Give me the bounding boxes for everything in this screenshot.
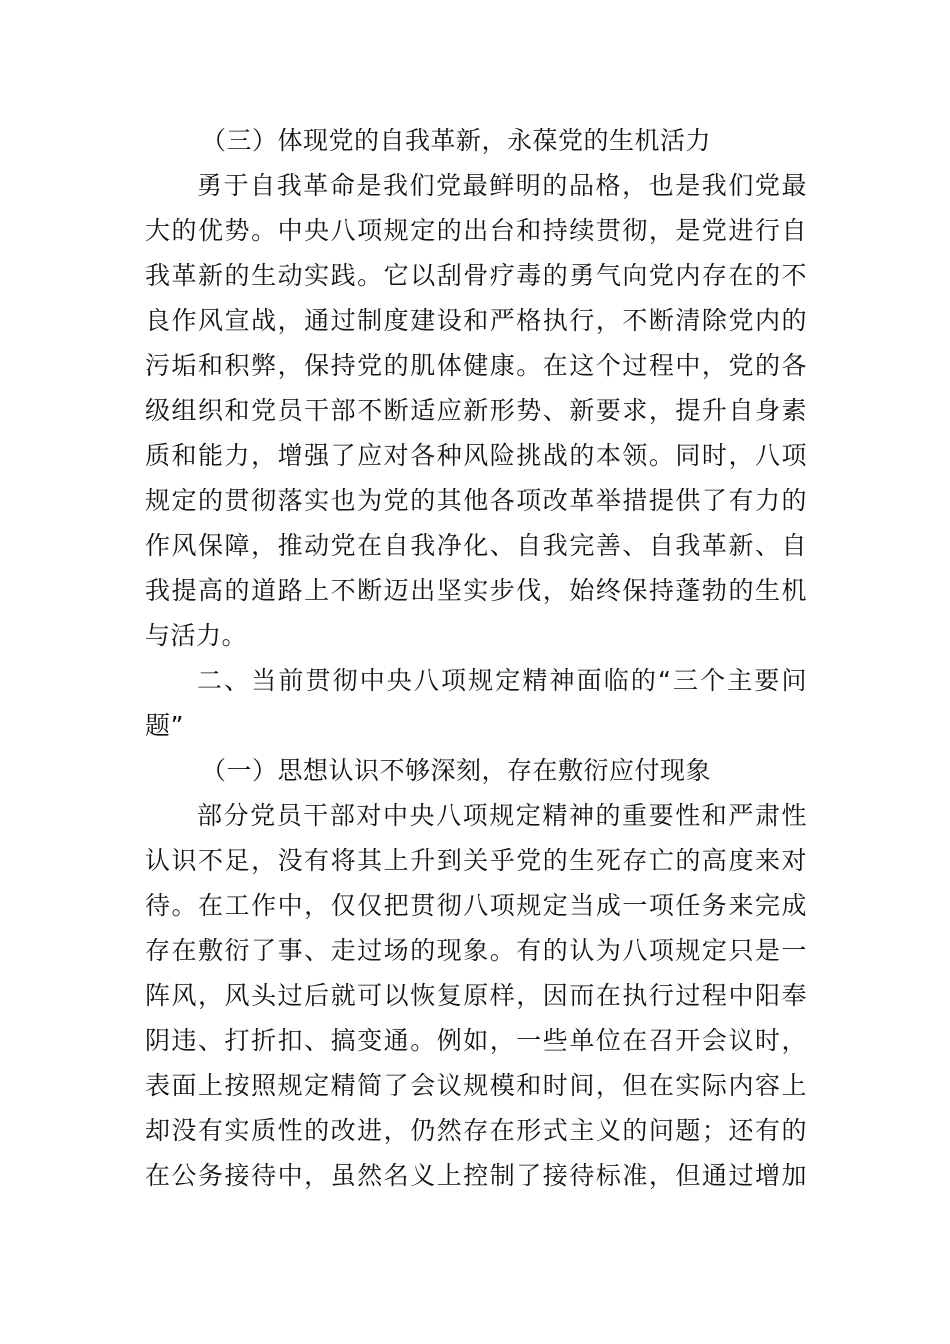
paragraph-line: 作风保障，推动党在自我净化、自我完善、自我革新、自 [145,531,807,560]
part-2-heading-line: 二、当前贯彻中央八项规定精神面临的“三个主要问 [197,666,807,695]
paragraph-line: 大的优势。中央八项规定的出台和持续贯彻，是党进行自 [145,216,807,245]
paragraph-line: 待。在工作中，仅仅把贯彻八项规定当成一项任务来完成 [145,891,807,920]
paragraph-line: 勇于自我革命是我们党最鲜明的品格，也是我们党最 [197,171,807,200]
section-heading-1: （一）思想认识不够深刻，存在敷衍应付现象 [201,756,712,785]
paragraph-line: 级组织和党员干部不断适应新形势、新要求，提升自身素 [145,396,807,425]
paragraph-line: 部分党员干部对中央八项规定精神的重要性和严肃性 [197,801,807,830]
part-2-heading-line: 题” [145,711,184,740]
paragraph-line: 与活力。 [145,621,248,650]
section-heading-3: （三）体现党的自我革新，永葆党的生机活力 [201,126,712,155]
paragraph-line: 良作风宣战，通过制度建设和严格执行，不断清除党内的 [145,306,807,335]
part-2-heading [145,658,807,748]
paragraph-self-revolution [145,163,807,658]
paragraph-ideological-awareness [145,793,807,1198]
document-body [145,118,807,1198]
paragraph-line: 阵风，风头过后就可以恢复原样，因而在执行过程中阳奉 [145,981,807,1010]
paragraph-line: 在公务接待中，虽然名义上控制了接待标准，但通过增加 [145,1161,807,1190]
paragraph-line: 表面上按照规定精简了会议规模和时间，但在实际内容上 [145,1071,807,1100]
paragraph-line: 认识不足，没有将其上升到关乎党的生死存亡的高度来对 [145,846,807,875]
paragraph-line: 质和能力，增强了应对各种风险挑战的本领。同时，八项 [145,441,807,470]
paragraph-line: 我革新的生动实践。它以刮骨疗毒的勇气向党内存在的不 [145,261,807,290]
paragraph-line: 却没有实质性的改进，仍然存在形式主义的问题；还有的 [145,1116,807,1145]
paragraph-line: 存在敷衍了事、走过场的现象。有的认为八项规定只是一 [145,936,807,965]
paragraph-line: 污垢和积弊，保持党的肌体健康。在这个过程中，党的各 [145,351,807,380]
paragraph-line: 阴违、打折扣、搞变通。例如，一些单位在召开会议时， [145,1026,807,1055]
paragraph-line: 我提高的道路上不断迈出坚实步伐，始终保持蓬勃的生机 [145,576,807,605]
paragraph-line: 规定的贯彻落实也为党的其他各项改革举措提供了有力的 [145,486,807,515]
